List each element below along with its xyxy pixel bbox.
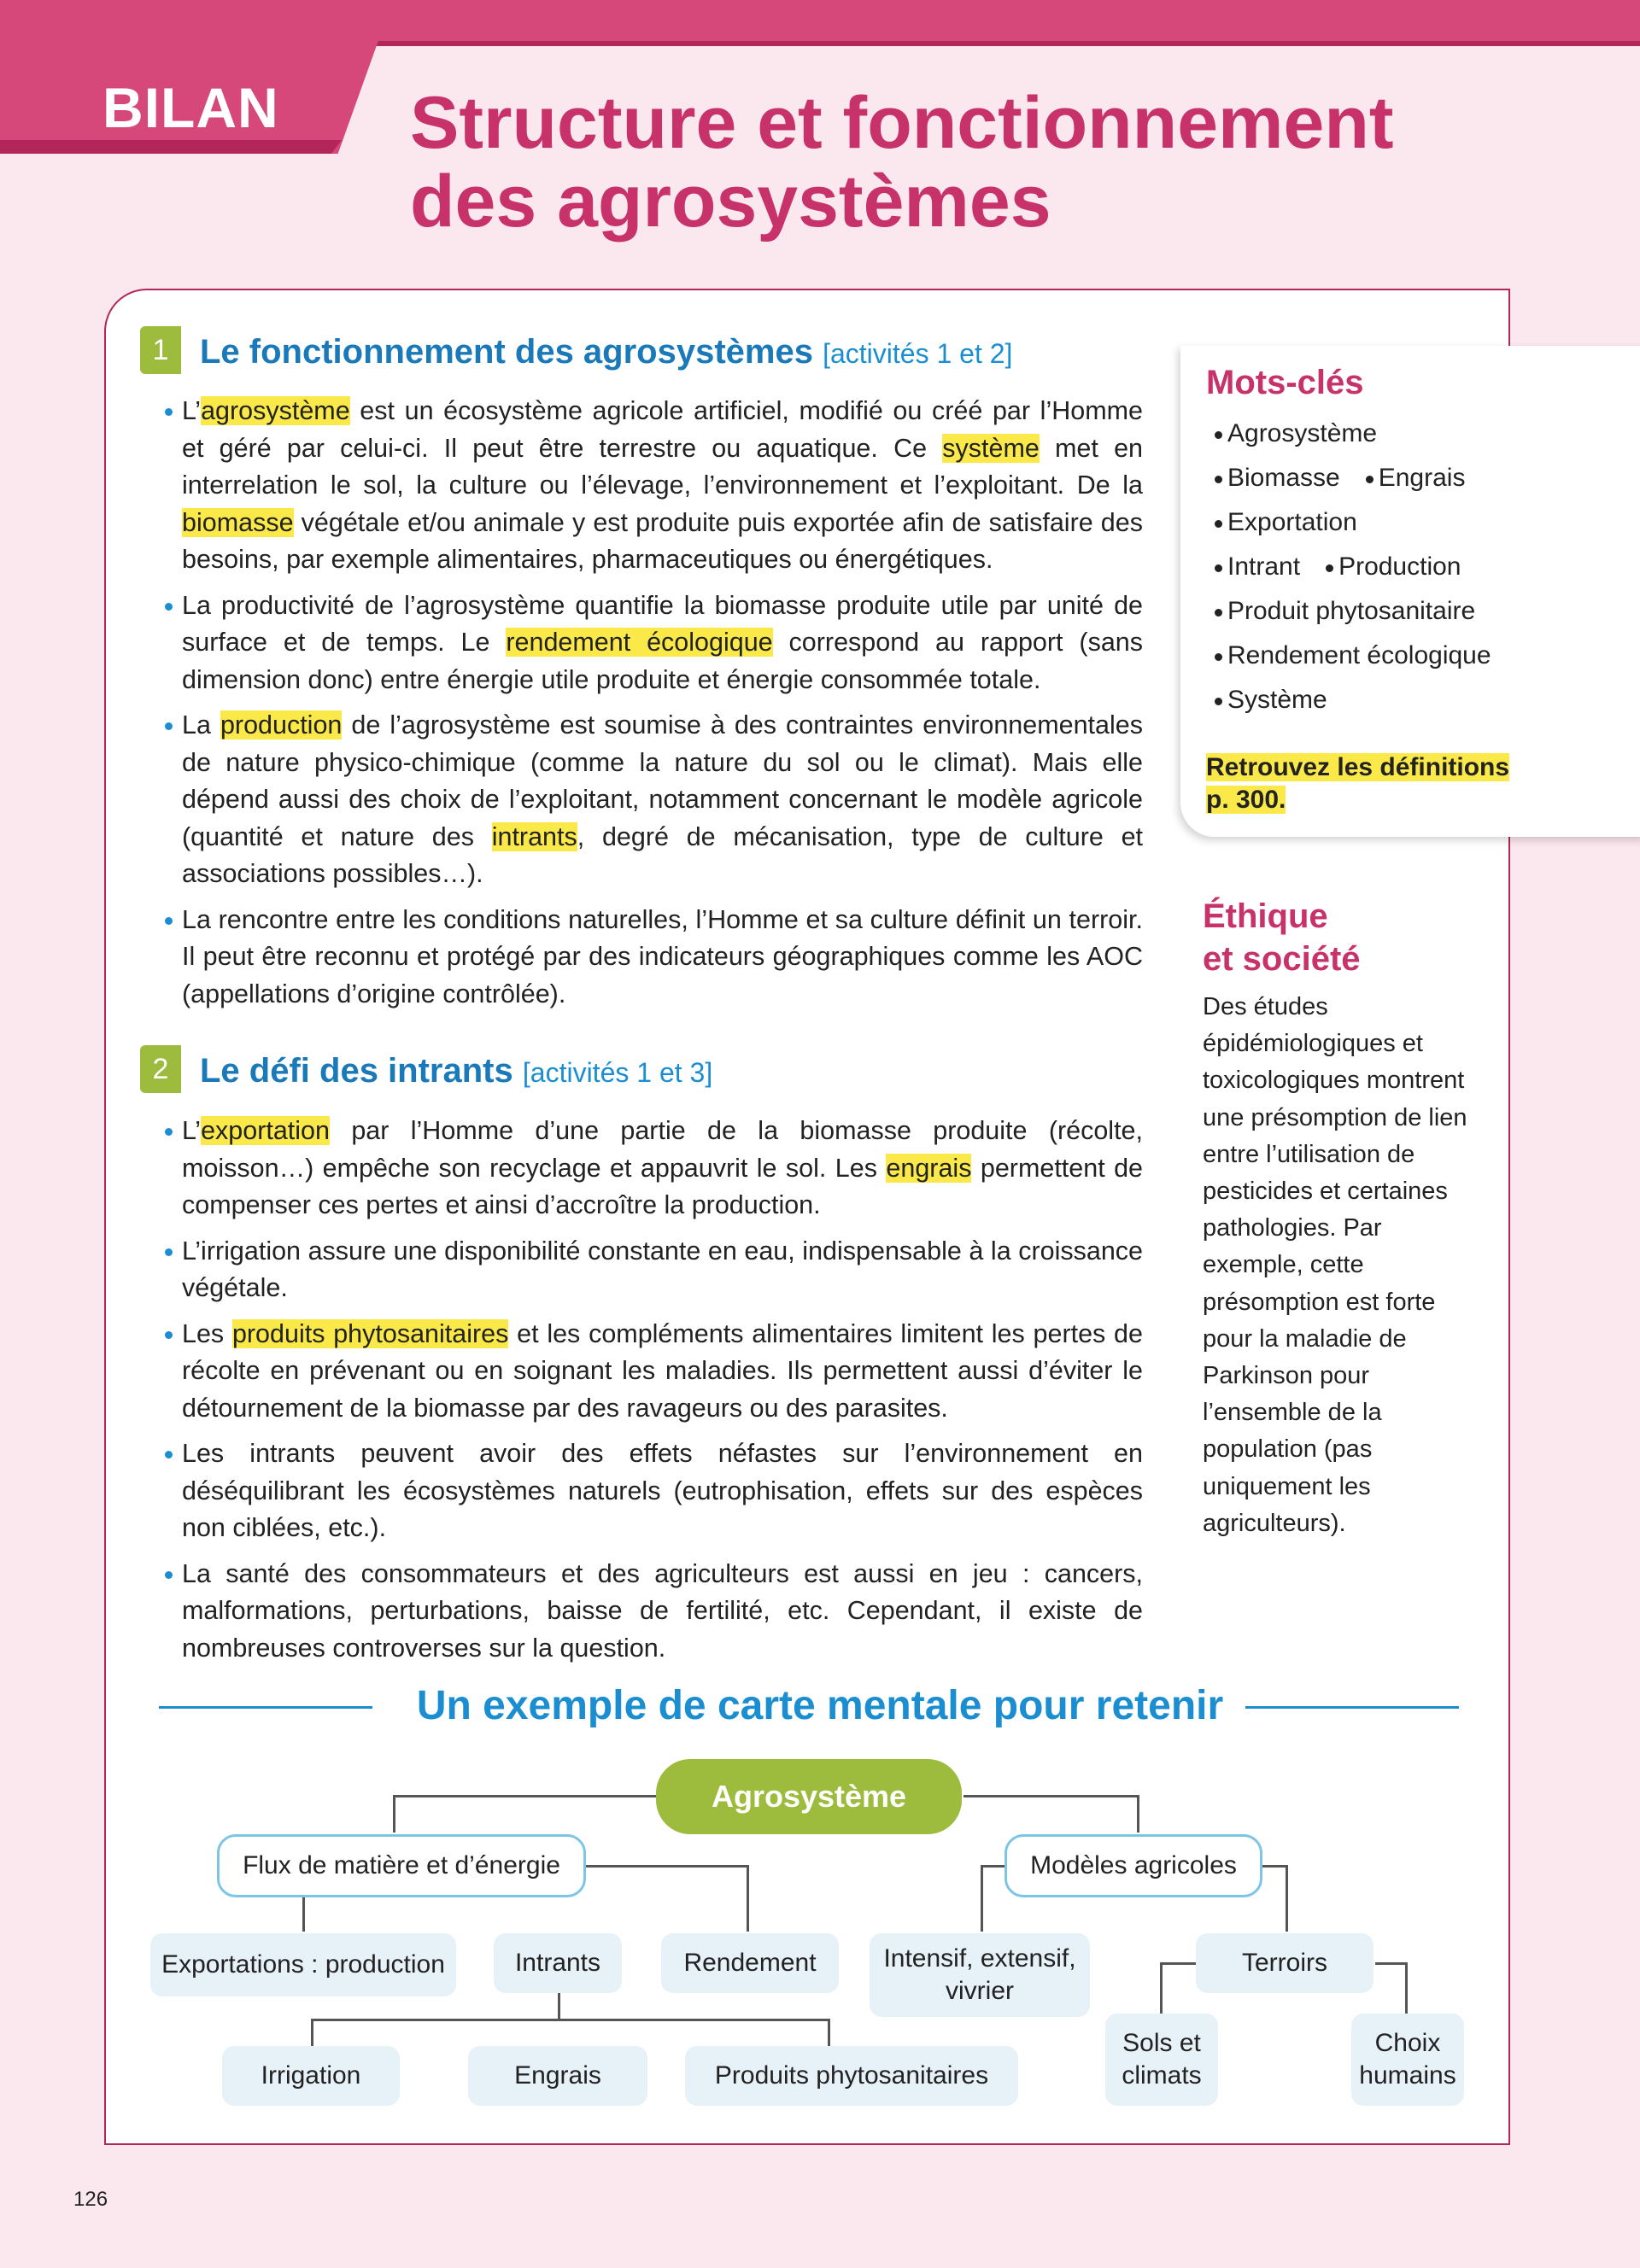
section1-bullets bbox=[165, 393, 1143, 1021]
page-title-line1: Structure et fonctionnement bbox=[410, 82, 1394, 164]
keyword-item: Produit phytosanitaire bbox=[1215, 589, 1491, 634]
page-title-line2: des agrosystèmes bbox=[410, 161, 1051, 243]
mindmap-root-agrosysteme: Agrosystème bbox=[656, 1759, 962, 1834]
list-item: La santé des consommateurs et des agriculteurs est aussi en jeu : cancers, malformations, perturbations, baisse de fertilité, etc. Cependant, il existe de nombreuses controverses sur la question. bbox=[165, 1556, 1143, 1668]
list-item: La productivité de l’agrosystème quantifie la biomasse produite utile par unité de surface et de temps. Le rendement écologique correspond au rapport (sans dimension donc) entre énergie utile produite et énergie consommée totale. bbox=[165, 587, 1143, 699]
keyword-item: Système bbox=[1215, 678, 1491, 722]
keyword-item: Agrosystème bbox=[1215, 412, 1491, 456]
page-number: 126 bbox=[73, 2188, 108, 2211]
mindmap-title: Un exemple de carte mentale pour retenir bbox=[416, 1683, 1224, 1728]
list-item: L’exportation par l’Homme d’une partie de la biomasse produite (récolte, moisson…) empêche son recyclage et appauvrit le sol. Les engrais permettent de compenser ces pertes et ainsi d’accroître la production. bbox=[165, 1113, 1143, 1225]
list-item: L’agrosystème est un écosystème agricole artificiel, modifié ou créé par l’Homme et géré par celui-ci. Il peut être terrestre ou aquatique. Ce système met en interrelation le sol, la culture ou l’élevage, l’environnement et l’exploitant. De la biomasse végétale et/ou animale y est produite puis exportée afin de satisfaire des besoins, par exemple alimentaires, pharmaceutiques ou énergétiques. bbox=[165, 393, 1143, 579]
keywords-definitions-link: Retrouvez les définitions p. 300. bbox=[1206, 753, 1510, 814]
list-item: La production de l’agrosystème est soumise à des contraintes environnementales de nature physico-chimique (comme la nature du sol ou le climat). Mais elle dépend aussi des choix de l’exploitant, notamment concernant le modèle agricole (quantité et nature des intrants, degré de mécanisation, type de culture et associations possibles…). bbox=[165, 707, 1143, 893]
section2-title-text: Le défi des intrants bbox=[200, 1052, 513, 1090]
ethics-text: Des études épidémiologiques et toxicologiques montrent une présomption de lien entre l’utilisation de pesticides et certaines pathologies. Par exemple, cette présomption est forte pour la maladie de Parkinson pour l’ensemble de la population (pas uniquement les agriculteurs). bbox=[1203, 993, 1467, 1537]
bilan-tab-shadow bbox=[0, 140, 342, 154]
keyword-item: Biomasse Engrais bbox=[1215, 456, 1491, 500]
connector bbox=[583, 1865, 749, 1932]
mindmap-node-rendement: Rendement bbox=[661, 1933, 839, 1993]
section1-title bbox=[200, 333, 1012, 371]
section2-title bbox=[200, 1052, 712, 1090]
mindmap-node-sols-climats: Sols et climats bbox=[1105, 2014, 1218, 2106]
mindmap-node-modeles: Modèles agricoles bbox=[1004, 1834, 1262, 1897]
mindmap-node-intrants: Intrants bbox=[494, 1933, 622, 1993]
connector bbox=[1375, 1962, 1408, 2014]
mindmap-node-exportations: Exportations : production bbox=[150, 1933, 456, 1996]
keyword-item: Intrant Production bbox=[1215, 545, 1491, 589]
mindmap-node-engrais: Engrais bbox=[468, 2046, 647, 2106]
mindmap-node-irrigation: Irrigation bbox=[222, 2046, 400, 2106]
section2-bullets bbox=[165, 1113, 1143, 1675]
section1-number: 1 bbox=[140, 326, 181, 374]
connector bbox=[1160, 1962, 1196, 2014]
connector bbox=[981, 1865, 1006, 1932]
mindmap-node-flux: Flux de matière et d’énergie bbox=[217, 1834, 586, 1897]
list-item: L’irrigation assure une disponibilité constante en eau, indispensable à la croissance végétale. bbox=[165, 1233, 1143, 1307]
mindmap-node-choix-humains: Choix humains bbox=[1351, 2014, 1464, 2106]
ethics-title: Éthique et société bbox=[1203, 897, 1361, 978]
mindmap-node-phytosanitaires: Produits phytosanitaires bbox=[685, 2046, 1018, 2106]
connector bbox=[1261, 1865, 1288, 1932]
list-item: La rencontre entre les conditions naturelles, l’Homme et sa culture définit un terroir. Il peut être reconnu et protégé par des indicateurs géographiques comme les AOC (appellations d’origine contrôlée). bbox=[165, 902, 1143, 1014]
connector bbox=[393, 1795, 658, 1833]
keyword-item: Rendement écologique bbox=[1215, 634, 1491, 678]
section1-activities: [activités 1 et 2] bbox=[823, 338, 1013, 369]
list-item: Les intrants peuvent avoir des effets néfastes sur l’environnement en déséquilibrant les écosystèmes naturels (eutrophisation, effets sur des espèces non ciblées, etc.). bbox=[165, 1435, 1143, 1547]
mindmap-node-intensif: Intensif, extensif, vivrier bbox=[870, 1933, 1090, 2017]
connector bbox=[964, 1795, 1139, 1833]
mindmap-node-terroirs: Terroirs bbox=[1196, 1933, 1374, 1993]
keywords-title: Mots-clés bbox=[1206, 364, 1364, 401]
list-item: Les produits phytosanitaires et les compléments alimentaires limitent les pertes de récolte en prévenant ou en soignant les maladies. Ils permettent aussi d’éviter le détournement de la biomasse par des ravageurs ou des parasites. bbox=[165, 1316, 1143, 1428]
keywords-list bbox=[1215, 412, 1491, 722]
section2-number: 2 bbox=[140, 1045, 181, 1093]
connector bbox=[302, 1894, 305, 1932]
keyword-item: Exportation bbox=[1215, 500, 1491, 545]
section1-title-text: Le fonctionnement des agrosystèmes bbox=[200, 333, 813, 371]
page-title bbox=[410, 84, 1520, 241]
section2-activities: [activités 1 et 3] bbox=[522, 1057, 713, 1088]
bilan-label: BILAN bbox=[102, 76, 279, 139]
